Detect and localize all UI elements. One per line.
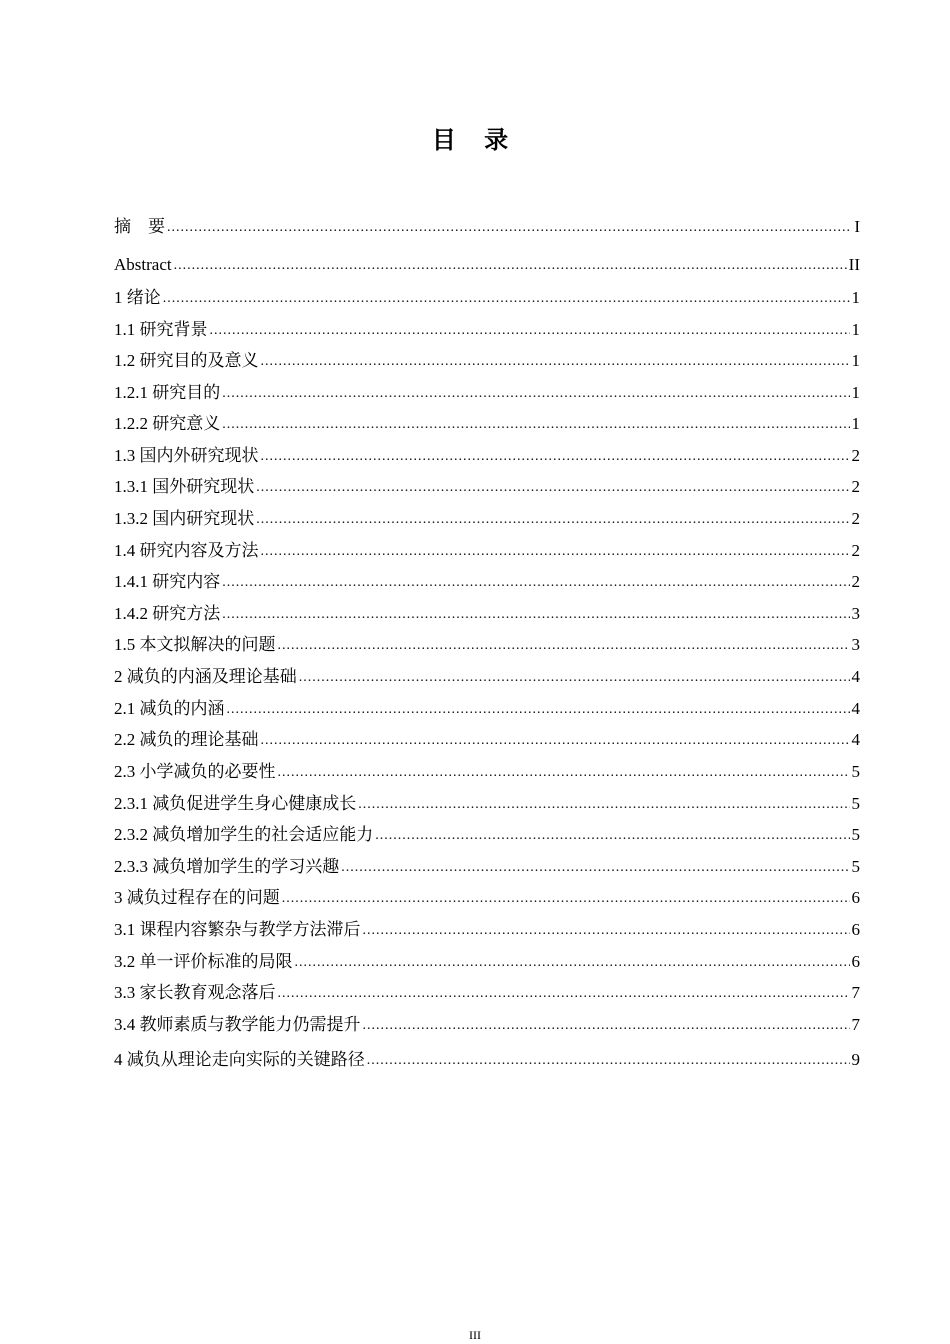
leader-dots [261, 731, 850, 751]
toc-entry-page: 9 [851, 1050, 860, 1069]
toc-entry-page: II [848, 255, 860, 274]
toc-entry[interactable] [114, 634, 860, 656]
toc-entry-page: 4 [851, 667, 860, 686]
toc-entry[interactable] [114, 1049, 860, 1071]
toc-entry-label: 3.3 家长教育观念落后 [114, 983, 276, 1002]
toc-entry[interactable] [114, 319, 860, 341]
toc-entry[interactable] [114, 729, 860, 751]
leader-dots [261, 542, 850, 562]
toc-entry-label: 2.3.3 减负增加学生的学习兴趣 [114, 857, 340, 876]
toc-entry-label: 1.4.1 研究内容 [114, 572, 221, 591]
toc-entry[interactable] [114, 919, 860, 941]
toc-entry[interactable] [114, 761, 860, 783]
toc-entry-label: 1.5 本文拟解决的问题 [114, 635, 276, 654]
toc-entry-page: 1 [851, 383, 860, 402]
toc-entry-page: 2 [851, 572, 860, 591]
toc-entry[interactable] [114, 666, 860, 688]
toc-entry-page: 3 [851, 635, 860, 654]
toc-entry-label: 2.3.2 减负增加学生的社会适应能力 [114, 825, 374, 844]
toc-entry-label: 2.2 减负的理论基础 [114, 730, 259, 749]
toc-entry-label: 1.2.1 研究目的 [114, 383, 221, 402]
toc-entry-page: 1 [851, 414, 860, 433]
toc-entry-label: 1 绪论 [114, 288, 161, 307]
toc-entry-page: 1 [851, 288, 860, 307]
toc-entry[interactable] [114, 951, 860, 973]
toc-entry-label: Abstract [114, 255, 172, 274]
leader-dots [227, 700, 850, 720]
toc-entry-label: 4 减负从理论走向实际的关键路径 [114, 1050, 365, 1069]
toc-entry-page: 2 [851, 541, 860, 560]
toc-entry[interactable] [114, 540, 860, 562]
toc-entry[interactable] [114, 350, 860, 372]
toc-entry[interactable] [114, 571, 860, 593]
leader-dots [222, 605, 849, 625]
leader-dots [278, 984, 850, 1004]
toc-entry-label: 3.1 课程内容繁杂与教学方法滞后 [114, 920, 361, 939]
toc-entry-page: 2 [851, 509, 860, 528]
leader-dots [363, 921, 850, 941]
leader-dots [278, 763, 850, 783]
leader-dots [210, 321, 850, 341]
toc-entry[interactable] [114, 508, 860, 530]
toc-entry[interactable] [114, 1014, 860, 1036]
toc-entry-page: 5 [851, 857, 860, 876]
toc-entry[interactable] [114, 382, 860, 404]
toc-entry-page: 4 [851, 730, 860, 749]
toc-entry[interactable] [114, 445, 860, 467]
toc-entry[interactable] [114, 216, 860, 238]
toc-entry[interactable] [114, 287, 860, 309]
toc-entry-page: 7 [851, 1015, 860, 1034]
toc-entry-page: 2 [851, 446, 860, 465]
leader-dots [278, 636, 850, 656]
toc-entry-page: 1 [851, 320, 860, 339]
leader-dots [375, 826, 849, 846]
page-number-footer: III [469, 1328, 481, 1342]
leader-dots [299, 668, 850, 688]
toc-entry[interactable] [114, 603, 860, 625]
toc-entry-label: 1.4 研究内容及方法 [114, 541, 259, 560]
toc-entry-label: 1.3 国内外研究现状 [114, 446, 259, 465]
leader-dots [256, 478, 849, 498]
toc-entry-label: 2 减负的内涵及理论基础 [114, 667, 297, 686]
toc-entry-page: 4 [851, 699, 860, 718]
toc-entry-label: 3 减负过程存在的问题 [114, 888, 280, 907]
toc-entry[interactable] [114, 476, 860, 498]
toc-entry-label: 2.3 小学减负的必要性 [114, 762, 276, 781]
toc-entry-page: 7 [851, 983, 860, 1002]
toc-entry[interactable] [114, 982, 860, 1004]
toc-entry-label: 1.3.2 国内研究现状 [114, 509, 255, 528]
toc-entry-page: 6 [851, 952, 860, 971]
leader-dots [358, 795, 849, 815]
page-title: 目 录 [431, 126, 519, 154]
leader-dots [341, 858, 849, 878]
leader-dots [295, 953, 850, 973]
leader-dots [261, 352, 850, 372]
toc-entry-page: 5 [851, 794, 860, 813]
leader-dots [174, 256, 847, 276]
toc-entry-label: 1.2 研究目的及意义 [114, 351, 259, 370]
toc-entry-label: 1.1 研究背景 [114, 320, 208, 339]
toc-entry-page: 2 [851, 477, 860, 496]
leader-dots [167, 218, 852, 238]
leader-dots [282, 889, 850, 909]
toc-entry-page: 5 [851, 825, 860, 844]
toc-entry-label: 3.4 教师素质与教学能力仍需提升 [114, 1015, 361, 1034]
leader-dots [367, 1051, 850, 1071]
toc-entry-label: 2.3.1 减负促进学生身心健康成长 [114, 794, 357, 813]
toc-entry-page: 1 [851, 351, 860, 370]
toc-entry-page: 5 [851, 762, 860, 781]
toc-entry-page: 6 [851, 888, 860, 907]
toc-entry[interactable] [114, 824, 860, 846]
toc-entry-label: 3.2 单一评价标准的局限 [114, 952, 293, 971]
toc-entry-page: I [854, 217, 860, 236]
toc-entry-label: 2.1 减负的内涵 [114, 699, 225, 718]
toc-entry-label: 1.2.2 研究意义 [114, 414, 221, 433]
toc-entry[interactable] [114, 698, 860, 720]
toc-entry-label: 摘 要 [114, 217, 165, 236]
toc-entry[interactable] [114, 254, 860, 276]
leader-dots [261, 447, 850, 467]
leader-dots [163, 289, 850, 309]
toc-entry-page: 3 [851, 604, 860, 623]
toc-entry[interactable] [114, 887, 860, 909]
toc-entry[interactable] [114, 856, 860, 878]
leader-dots [222, 415, 849, 435]
leader-dots [363, 1016, 850, 1036]
leader-dots [222, 573, 849, 593]
toc-entry-label: 1.3.1 国外研究现状 [114, 477, 255, 496]
toc-entry-label: 1.4.2 研究方法 [114, 604, 221, 623]
toc-entry-page: 6 [851, 920, 860, 939]
toc-entry[interactable] [114, 413, 860, 435]
toc-entry[interactable] [114, 793, 860, 815]
leader-dots [256, 510, 849, 530]
leader-dots [222, 384, 849, 404]
